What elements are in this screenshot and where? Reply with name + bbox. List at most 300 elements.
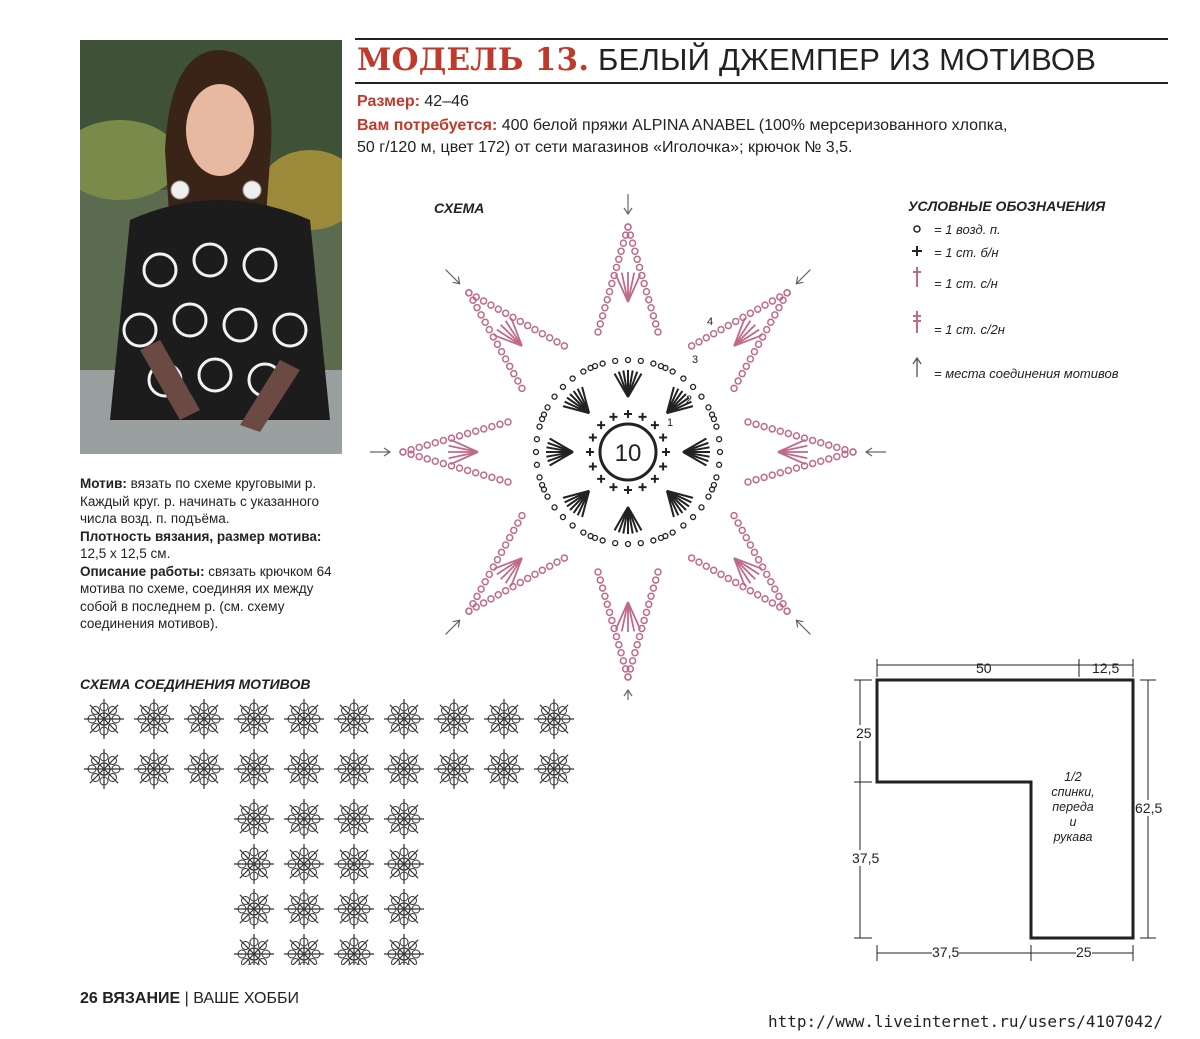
chain-stitch: [400, 449, 406, 455]
tr-stitch: [449, 446, 478, 452]
chain-stitch: [620, 240, 626, 246]
tr-stitch: [616, 602, 628, 629]
mini-motif: [234, 799, 274, 839]
chain-stitch: [653, 577, 659, 583]
chain-stitch: [742, 362, 750, 370]
chain-stitch: [745, 479, 751, 485]
plus-stitch: [586, 448, 594, 456]
chain-stitch: [537, 475, 542, 480]
chain-stitch: [505, 362, 513, 370]
chain-stitch: [771, 585, 779, 593]
chain-stitch: [607, 609, 613, 615]
chain-stitch: [485, 325, 493, 333]
page-footer: [80, 990, 299, 1008]
chain-stitch: [651, 538, 656, 543]
chain-stitch: [600, 585, 606, 591]
size-value: 42–46: [419, 93, 469, 110]
chain-stitch: [653, 321, 659, 327]
chain-stitch: [709, 566, 717, 574]
chain-stitch: [505, 533, 513, 541]
mini-motif: [534, 749, 574, 789]
page-title: [357, 42, 1096, 78]
tr-stitch: [451, 452, 478, 464]
chain-stitch: [643, 609, 649, 615]
chain-stitch: [718, 450, 723, 455]
requirements-text-1: 400 белой пряжи ALPINA ANABEL (100% мерсеризованного хлопка,: [497, 117, 1008, 134]
mini-motif: [284, 889, 324, 929]
chain-stitch: [746, 355, 754, 363]
footer-separator: |: [180, 990, 194, 1007]
chain-stitch: [481, 577, 489, 585]
chain-stitch: [531, 570, 539, 578]
chain-stitch: [734, 377, 742, 385]
chain-stitch: [569, 375, 576, 382]
tr-stitch: [451, 440, 478, 452]
tr-stitch: [628, 273, 634, 302]
chain-stitch: [625, 674, 631, 680]
mini-motif: [284, 934, 324, 965]
chain-stitch: [709, 329, 717, 337]
chain-stitch: [646, 297, 652, 303]
title-rule-bottom: [355, 82, 1168, 84]
magazine-subtitle: ВАШЕ ХОББИ: [193, 990, 299, 1007]
chain-stitch: [762, 570, 770, 578]
chain-stitch: [634, 642, 640, 648]
chain-stitch: [768, 297, 776, 305]
requirements-line-1: [357, 117, 1007, 135]
chain-stitch: [630, 240, 636, 246]
chain-stitch: [753, 421, 759, 427]
center-label: 10: [614, 440, 642, 467]
chain-stitch: [595, 569, 601, 575]
chain-stitch: [477, 311, 485, 319]
chain-stitch: [602, 305, 608, 311]
dim-bottom-left: 37,5: [932, 944, 960, 960]
chain-stitch: [497, 548, 505, 556]
source-url: http://www.liveinternet.ru/users/4107042/: [768, 1012, 1163, 1031]
piece-label-line: спинки,: [1051, 785, 1095, 799]
chain-stitch: [702, 334, 710, 342]
chain-stitch: [641, 281, 647, 287]
plus-stitch: [589, 433, 597, 441]
chain-stitch: [481, 472, 487, 478]
tr-stitch: [778, 452, 807, 458]
density-label: Плотность вязания, размер мотива:: [80, 528, 322, 544]
chain-stitch: [551, 393, 558, 400]
mini-motif: [134, 749, 174, 789]
chain-stitch: [702, 562, 710, 570]
chain-stitch: [534, 462, 539, 467]
chain-stitch: [514, 519, 522, 527]
chain-stitch: [510, 369, 518, 377]
dim-bottom-right: 25: [1076, 944, 1092, 960]
chain-stitch: [753, 591, 761, 599]
tr-stitch: [778, 452, 805, 464]
chain-stitch: [637, 634, 643, 640]
chain-stitch: [810, 437, 816, 443]
chain-stitch: [613, 264, 619, 270]
chain-stitch: [717, 570, 725, 578]
piece-label-line: рукава: [1053, 830, 1093, 844]
motif-petal: [683, 412, 886, 492]
plus-stitch: [589, 463, 597, 471]
chain-stitch: [613, 634, 619, 640]
chain-stitch: [531, 325, 539, 333]
chain-stitch: [477, 585, 485, 593]
motif-petal: [417, 241, 617, 441]
chain-stitch: [473, 470, 479, 476]
mini-motif: [484, 699, 524, 739]
plus-stitch: [597, 475, 605, 483]
plus-stitch: [609, 413, 617, 421]
join-arrow: [443, 617, 463, 637]
chain-stitch: [769, 426, 775, 432]
chain-stitch: [424, 456, 430, 462]
motif-petal: [588, 194, 668, 397]
title-model-number: МОДЕЛЬ 13.: [357, 42, 590, 78]
chain-stitch: [695, 558, 703, 566]
legend-text-join: = места соединения мотивов: [934, 366, 1119, 381]
chain-stitch: [705, 493, 712, 500]
chain-stitch: [626, 542, 631, 547]
chain-stitch: [501, 355, 509, 363]
description-label: Описание работы:: [80, 563, 205, 579]
chain-stitch: [616, 642, 622, 648]
chain-stitch: [754, 340, 762, 348]
chain-stitch: [785, 467, 791, 473]
chain-stitch: [580, 529, 587, 536]
chain-stitch: [479, 599, 487, 607]
chain-stitch: [779, 296, 787, 304]
dim-total-height: 62,5: [1135, 800, 1163, 816]
chain-stitch: [695, 338, 703, 346]
mini-motif: [334, 699, 374, 739]
chain-stitch: [518, 511, 526, 519]
chain-stitch: [626, 358, 631, 363]
chain-stitch: [638, 358, 643, 363]
motif-label: Мотив:: [80, 476, 127, 491]
chain-stitch: [613, 358, 618, 363]
plus-stitch: [651, 475, 659, 483]
chain-stitch: [545, 334, 553, 342]
mini-motif: [384, 934, 424, 965]
join-arrow: [866, 448, 886, 456]
chain-stitch: [641, 617, 647, 623]
chain-stitch: [785, 431, 791, 437]
chain-stitch: [505, 419, 511, 425]
chain-stitch: [724, 574, 732, 582]
chain-stitch: [762, 325, 770, 333]
chain-stitch: [501, 586, 509, 594]
chain-stitch: [783, 289, 791, 297]
chain-stitch: [632, 650, 638, 656]
chain-stitch: [479, 297, 487, 305]
chain-stitch: [457, 465, 463, 471]
chain-stitch: [850, 449, 856, 455]
chain-stitch: [734, 519, 742, 527]
requirements-label: Вам потребуется:: [357, 117, 498, 134]
chain-stitch: [742, 533, 750, 541]
chain-stitch: [669, 529, 676, 536]
chain-stitch: [768, 599, 776, 607]
join-scheme-grid: [82, 695, 592, 965]
plus-icon: [908, 245, 926, 260]
chain-stitch: [497, 347, 505, 355]
chain-stitch: [690, 514, 697, 521]
chain-stitch: [738, 369, 746, 377]
chain-stitch: [746, 541, 754, 549]
tr-stitch: [628, 602, 634, 631]
chain-stitch: [440, 461, 446, 467]
chain-stitch: [717, 462, 722, 467]
mini-motif: [334, 889, 374, 929]
chain-stitch: [489, 424, 495, 430]
round-number-4: 4: [707, 316, 714, 328]
chain-stitch: [518, 384, 526, 392]
chain-stitch: [750, 347, 758, 355]
chain-stitch: [643, 289, 649, 295]
mini-motif: [134, 699, 174, 739]
chain-stitch: [714, 475, 719, 480]
chain-stitch: [771, 311, 779, 319]
chain-stitch: [754, 555, 762, 563]
chain-stitch: [818, 458, 824, 464]
chain-stitch: [690, 383, 697, 390]
plus-stitch: [609, 483, 617, 491]
chain-stitch: [669, 368, 676, 375]
tr-stitch: [622, 602, 628, 631]
chain-stitch: [493, 340, 501, 348]
chain-stitch: [538, 329, 546, 337]
chain-stitch: [717, 325, 725, 333]
round-number-3: 3: [692, 354, 699, 366]
chain-stitch: [731, 317, 739, 325]
chain-stitch: [826, 442, 832, 448]
chain-stitch: [753, 477, 759, 483]
chain-stitch: [650, 585, 656, 591]
chain-stitch: [534, 437, 539, 442]
chain-stitch: [472, 293, 480, 301]
chain-stitch: [560, 342, 568, 350]
motif-petal: [417, 463, 617, 663]
chain-stitch: [523, 574, 531, 582]
chain-stitch: [473, 428, 479, 434]
chain-stitch: [775, 303, 783, 311]
chain-stitch: [440, 437, 446, 443]
tr-stitch: [628, 275, 640, 302]
chain-stitch: [473, 592, 481, 600]
mini-motif: [334, 844, 374, 884]
plus-stitch: [659, 463, 667, 471]
chain-stitch: [826, 456, 832, 462]
plus-stitch: [639, 483, 647, 491]
tr-stitch: [616, 275, 628, 302]
chain-stitch: [485, 570, 493, 578]
chain-stitch: [497, 421, 503, 427]
chain-stitch: [777, 428, 783, 434]
chain-stitch: [634, 256, 640, 262]
chain-stitch: [655, 569, 661, 575]
chain-stitch: [810, 461, 816, 467]
chain-stitch: [698, 504, 705, 511]
chain-stitch: [465, 607, 473, 615]
chain-stitch: [648, 593, 654, 599]
chain-stitch: [710, 412, 715, 417]
tr-stitch: [449, 452, 478, 458]
chain-stitch: [553, 338, 561, 346]
chain-stitch: [516, 317, 524, 325]
join-arrow: [793, 267, 813, 287]
chain-stitch: [516, 578, 524, 586]
chain-stitch: [750, 548, 758, 556]
chain-stitch: [597, 321, 603, 327]
mini-motif: [234, 889, 274, 929]
chain-stitch: [481, 318, 489, 326]
chain-stitch: [717, 437, 722, 442]
chain-stitch: [489, 474, 495, 480]
chain-stitch: [424, 442, 430, 448]
mini-motif: [284, 699, 324, 739]
chain-stitch: [487, 595, 495, 603]
chain-stitch: [545, 562, 553, 570]
model-photo: [80, 40, 342, 454]
chain-stitch: [569, 522, 576, 529]
chain-stitch: [457, 433, 463, 439]
chain-stitch: [687, 342, 695, 350]
chain-stitch: [738, 526, 746, 534]
chain-stitch: [730, 384, 738, 392]
chain-stitch: [776, 603, 784, 611]
chain-stitch: [551, 504, 558, 511]
legend-item-tr: [908, 310, 1005, 337]
chain-stitch: [625, 224, 631, 230]
dim-lower-height: 37,5: [852, 850, 880, 866]
mini-motif: [384, 889, 424, 929]
mini-motif: [434, 749, 474, 789]
chain-stitch: [544, 493, 551, 500]
motif-text: вязать по схеме круговыми р. Каждый круг. р. начинать с указанного числа возд. п. подъёма.: [80, 476, 320, 526]
photo-illustration: [80, 40, 342, 454]
description-text: связать крючком 64 мотива по схеме, соединяя их между собой в последнем р. (см. схему соединения мотивов).: [80, 563, 332, 631]
chain-stitch: [534, 450, 539, 455]
chain-stitch: [648, 305, 654, 311]
chain-stitch: [793, 433, 799, 439]
magazine-brand: ВЯЗАНИЕ: [102, 990, 181, 1007]
chain-stitch: [514, 377, 522, 385]
chain-stitch: [687, 554, 695, 562]
piece-label: [1033, 770, 1113, 845]
legend-text-chain: = 1 возд. п.: [934, 222, 1001, 237]
chain-stitch: [559, 514, 566, 521]
chain-stitch: [746, 309, 754, 317]
piece-label-line: и: [1069, 815, 1077, 829]
chain-stitch: [416, 444, 422, 450]
join-arrow: [370, 448, 390, 456]
chain-stitch: [523, 321, 531, 329]
chain-stitch: [783, 607, 791, 615]
chain-stitch: [487, 301, 495, 309]
title-text: БЕЛЫЙ ДЖЕМПЕР ИЗ МОТИВОВ: [589, 42, 1097, 77]
chain-stitch: [559, 383, 566, 390]
requirements-line-2: 50 г/120 м, цвет 172) от сети магазинов «Иголочка»; крючок № 3,5.: [357, 139, 853, 156]
chain-stitch: [481, 426, 487, 432]
chain-stitch: [544, 404, 551, 411]
mini-motif: [434, 699, 474, 739]
chain-stitch: [613, 541, 618, 546]
motif-petal: [639, 463, 839, 663]
join-scheme-heading: СХЕМА СОЕДИНЕНИЯ МОТИВОВ: [80, 676, 311, 692]
join-arrow: [443, 267, 463, 287]
chain-stitch: [600, 538, 605, 543]
plus-stitch: [659, 433, 667, 441]
round-number-2: 2: [686, 394, 693, 406]
chain-stitch: [775, 592, 783, 600]
chain-stitch: [416, 454, 422, 460]
chain-stitch: [465, 467, 471, 473]
chain-stitch: [553, 558, 561, 566]
mini-motif: [334, 799, 374, 839]
join-arrow: [624, 194, 632, 214]
piece-label-line: 1/2: [1064, 770, 1082, 784]
chain-stitch: [494, 591, 502, 599]
chain-stitch: [600, 313, 606, 319]
round-number-1: 1: [667, 417, 674, 429]
chain-stitch: [834, 444, 840, 450]
chain-stitch: [618, 650, 624, 656]
chain-stitch: [637, 264, 643, 270]
chain-stitch: [705, 404, 712, 411]
tr-stitch: [622, 273, 628, 302]
size-line: [357, 93, 469, 111]
join-arrow: [624, 690, 632, 700]
chain-stitch: [746, 586, 754, 594]
chain-stitch: [767, 318, 775, 326]
chain-stitch: [630, 658, 636, 664]
chain-stitch: [714, 424, 719, 429]
mini-motif: [234, 844, 274, 884]
mini-motif: [234, 934, 274, 965]
legend-text-tr: = 1 ст. с/2н: [934, 322, 1005, 337]
motif-scheme: [370, 190, 890, 700]
chain-stitch: [609, 281, 615, 287]
chain-stitch: [494, 305, 502, 313]
chain-stitch: [680, 522, 687, 529]
join-arrow: [793, 617, 813, 637]
mini-motif: [334, 749, 374, 789]
chain-stitch: [680, 375, 687, 382]
chain-stitch: [650, 313, 656, 319]
mini-motif: [284, 749, 324, 789]
chain-stitch: [620, 658, 626, 664]
mini-motif: [484, 749, 524, 789]
chain-stitch: [580, 368, 587, 375]
chain-stitch: [465, 289, 473, 297]
chain-stitch: [604, 297, 610, 303]
chain-stitch: [510, 526, 518, 534]
scheme-heading: СХЕМА: [434, 200, 485, 216]
mini-motif: [234, 699, 274, 739]
chain-stitch: [469, 600, 477, 608]
arrow-up-icon: [908, 356, 926, 381]
plus-stitch: [624, 486, 632, 494]
legend-item-sc: [908, 245, 999, 260]
chain-stitch: [465, 431, 471, 437]
dim-sleeve-width: 12,5: [1092, 660, 1120, 676]
chain-stitch: [731, 578, 739, 586]
chain-stitch: [432, 458, 438, 464]
chain-stitch: [632, 248, 638, 254]
mini-motif: [234, 749, 274, 789]
